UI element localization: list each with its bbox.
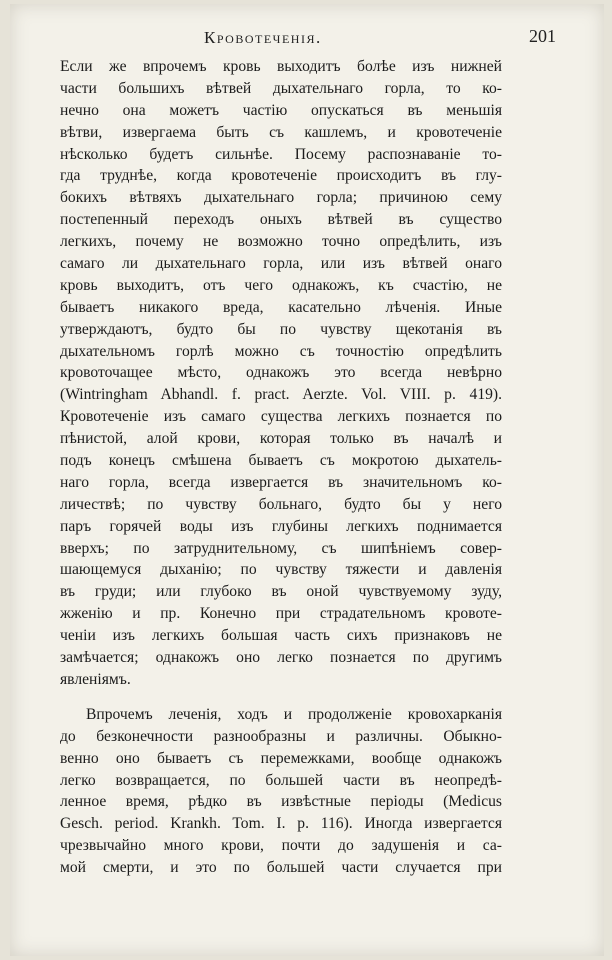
- text-line: замѣчается; однакожъ оно легко познается по другимъ: [60, 649, 502, 667]
- text-line: личествѣ; по чувству больнаго, будто бы у него: [60, 495, 502, 513]
- text-line: паръ горячей воды изъ глубины легкихъ поднимается: [60, 517, 502, 535]
- text-line: пѣнистой, алой крови, которая только въ началѣ и: [60, 430, 502, 448]
- text-line: легко возвращается, по большей части въ неопредѣ-: [60, 771, 502, 789]
- paragraph: [60, 56, 502, 691]
- text-line: Впрочемъ леченія, ходъ и продолженіе кровохарканія: [86, 705, 502, 723]
- text-line: явленіямъ.: [60, 670, 131, 688]
- page-body: [60, 56, 502, 879]
- text-line: вѣтви, извергаема быть съ кашлемъ, и кровотеченіе: [60, 123, 502, 141]
- text-line: легкихъ, почему не возможно точно опредѣлить, изъ: [60, 233, 502, 251]
- text-line: самаго ли дыхательнаго горла, или изъ вѣтвей онаго: [60, 255, 502, 273]
- text-line: шающемуся дыханію; по чувству тяжести и давленія: [60, 561, 502, 579]
- text-line: въ груди; или глубоко въ оной чувствуемому зуду,: [60, 583, 502, 601]
- page-number: 201: [529, 26, 556, 46]
- text-line: нѣсколько будетъ сильнѣе. Посему распознаваніе то-: [60, 145, 502, 163]
- text-line: ченіи изъ легкихъ большая часть сихъ признаковъ не: [60, 627, 502, 645]
- text-line: подъ конецъ смѣшена бываетъ съ мокротою дыхатель-: [60, 452, 502, 470]
- text-line: Gesch. period. Krankh. Tom. I. p. 116). Иногда извергается: [60, 815, 502, 833]
- text-line: жженію и пр. Конечно при страдательномъ кровоте-: [60, 605, 502, 623]
- paragraph: [60, 704, 502, 879]
- text-line: бокихъ вѣтвяхъ дыхательнаго горла; причиною сему: [60, 189, 502, 207]
- text-line: гда труднѣе, когда кровотеченіе происходитъ въ глу-: [60, 167, 502, 185]
- text-line: дыхательномъ горлѣ можно съ точностію опредѣлить: [60, 342, 502, 360]
- text-line: Кровотеченіе изъ самаго существа легкихъ познается по: [60, 408, 502, 426]
- paragraph-gap: [60, 691, 502, 704]
- text-line: чрезвычайно много крови, почти до задушенія и са-: [60, 837, 502, 855]
- text-line: мой смерти, и это по большей части случается при: [60, 859, 502, 877]
- page-header: [60, 28, 564, 50]
- text-line: части большихъ вѣтвей дыхательнаго горла, то ко-: [60, 79, 502, 97]
- text-line: (Wintringham Abhandl. f. pract. Aerzte. Vol. VIII. p. 419).: [60, 386, 502, 404]
- text-line: нечно она можетъ частію опускаться въ меньшія: [60, 101, 502, 119]
- text-line: кровь выходитъ, отъ чего однакожъ, къ счастію, не: [60, 276, 502, 294]
- text-line: до безконечности разнообразны и различны. Обыкно-: [60, 727, 502, 745]
- text-line: утверждаютъ, будто бы по чувству щекотанія въ: [60, 320, 502, 338]
- text-line: наго горла, всегда извергается въ значительномъ ко-: [60, 473, 502, 491]
- running-title: Кровотеченія.: [204, 28, 322, 47]
- text-line: Если же впрочемъ кровь выходитъ болѣе изъ нижней: [60, 58, 502, 75]
- text-line: бываетъ никакого вреда, касательно лѣченія. Иные: [60, 298, 502, 316]
- text-line: вверхъ; по затруднительному, съ шипѣніемъ совер-: [60, 539, 502, 557]
- text-line: ленное время, рѣдко въ извѣстные періоды (Medicus: [60, 793, 502, 811]
- text-line: кровоточащее мѣсто, однакожъ это всегда невѣрно: [60, 364, 502, 382]
- text-line: венно оно бываетъ съ перемежками, вообще однакожъ: [60, 749, 502, 767]
- text-line: постепенный переходъ оныхъ вѣтвей въ существо: [60, 211, 502, 229]
